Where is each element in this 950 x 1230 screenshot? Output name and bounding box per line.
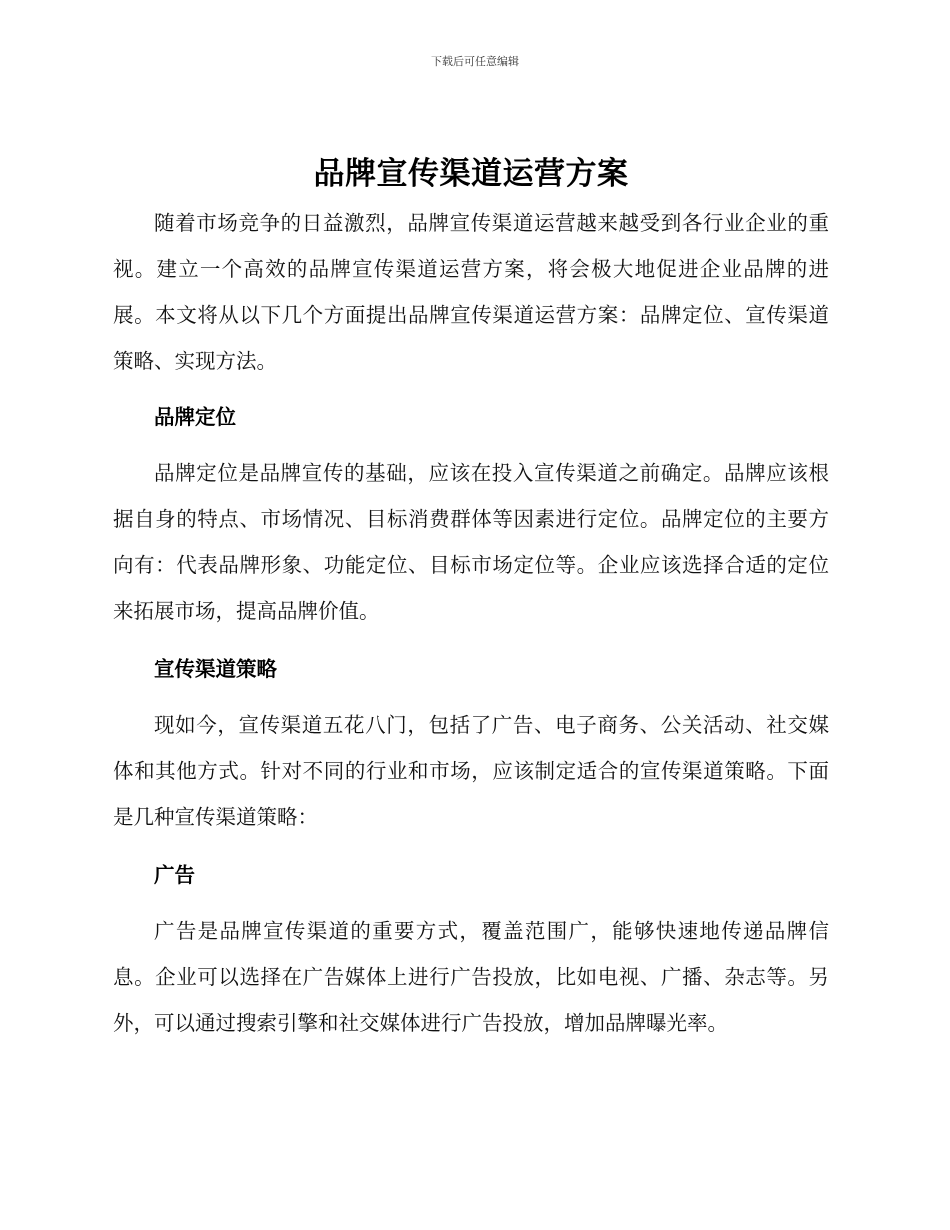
section-body-channel-strategy: 现如今，宣传渠道五花八门，包括了广告、电子商务、公关活动、社交媒体和其他方式。针对不同的行业和市场，应该制定适合的宣传渠道策略。下面是几种宣传渠道策略：	[113, 713, 829, 829]
document-title: 品牌宣传渠道运营方案	[313, 156, 629, 192]
section-heading-brand-positioning: 品牌定位	[154, 405, 236, 429]
spacer	[113, 692, 829, 702]
header-note: 下载后可任意编辑	[431, 55, 519, 68]
section-body-advertising: 广告是品牌宣传渠道的重要方式，覆盖范围广，能够快速地传递品牌信息。企业可以选择在广告媒体上进行广告投放，比如电视、广播、杂志等。另外，可以通过搜索引擎和社交媒体进行广告投放，增加品牌曝光率。	[113, 919, 829, 1035]
intro-paragraph: 随着市场竞争的日益激烈，品牌宣传渠道运营越来越受到各行业企业的重视。建立一个高效的品牌宣传渠道运营方案，将会极大地促进企业品牌的进展。本文将从以下几个方面提出品牌宣传渠道运营方案：品牌定位、宣传渠道策略、实现方法。	[113, 211, 829, 373]
spacer	[113, 898, 829, 908]
section-heading-advertising: 广告	[154, 863, 195, 887]
section-heading-channel-strategy: 宣传渠道策略	[154, 657, 277, 681]
spacer	[113, 384, 829, 394]
spacer	[113, 440, 829, 450]
spacer	[113, 840, 829, 852]
document-content	[113, 148, 829, 1046]
section-body-brand-positioning: 品牌定位是品牌宣传的基础，应该在投入宣传渠道之前确定。品牌应该根据自身的特点、市场情况、目标消费群体等因素进行定位。品牌定位的主要方向有：代表品牌形象、功能定位、目标市场定位等。企业应该选择合适的定位来拓展市场，提高品牌价值。	[113, 461, 829, 623]
spacer	[113, 634, 829, 646]
